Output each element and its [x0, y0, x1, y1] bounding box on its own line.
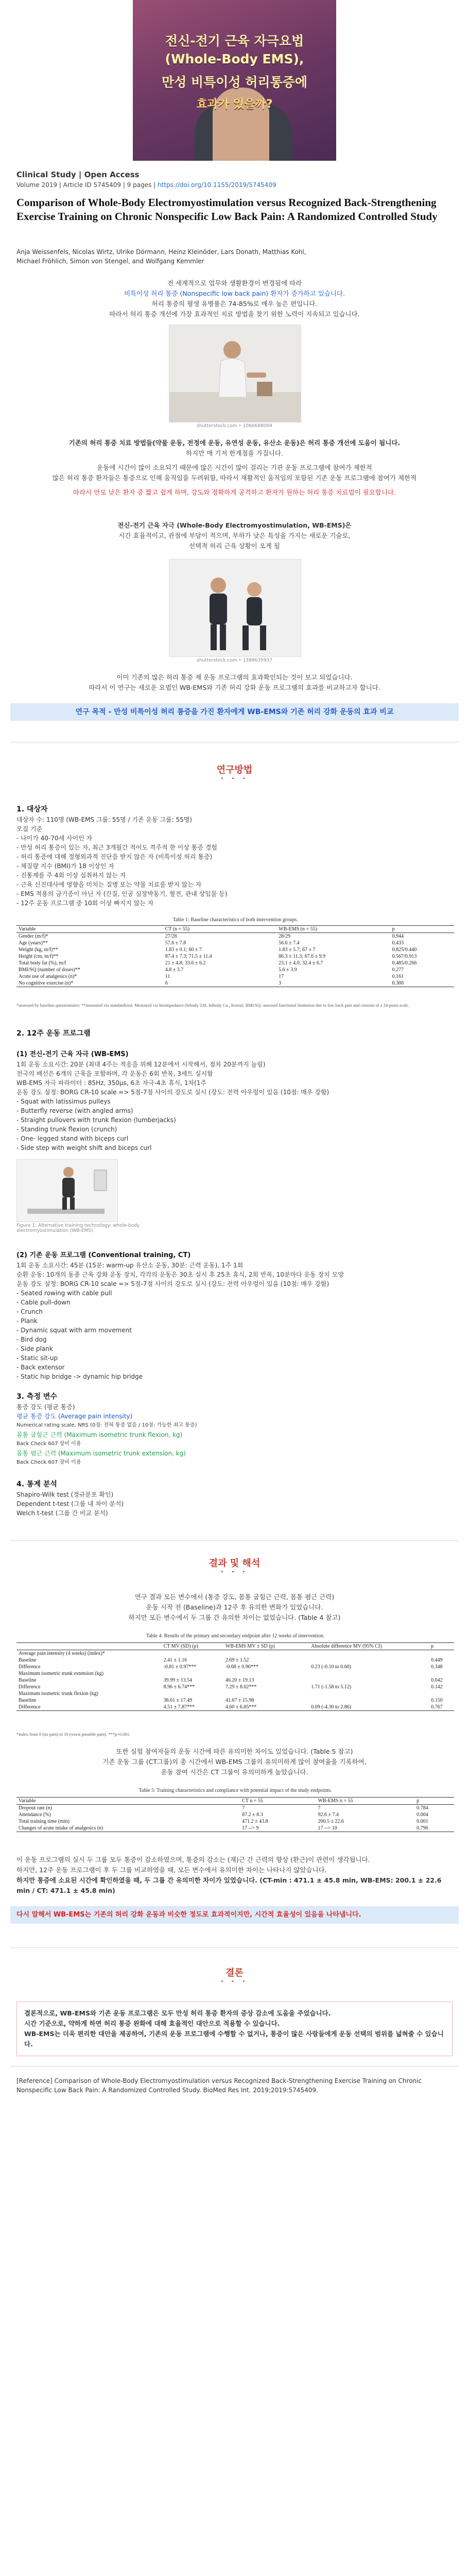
results-title: 결과 및 해석	[209, 1558, 260, 1569]
list-item: - Plank	[16, 1317, 38, 1325]
table-cell: 8.96 ± 6.74***	[163, 1684, 195, 1690]
s1-item: - 만성 허리 통증이 있는 자, 최근 3개월간 적어도 격주적 한 이상 통증 경험	[16, 844, 217, 851]
table-header-cell: p	[431, 1643, 434, 1649]
table-cell	[223, 1690, 309, 1697]
table-cell: 0.944	[392, 934, 404, 939]
conclusion-p3: WB-EMS는 더욱 편리한 대안을 제공하여, 기존의 운동 프로그램에 수행할 수 없거나, 통증이 많은 사람들에게 운동 선택의 범위를 넓혀줄 수 있습니다.	[24, 2030, 444, 2048]
paper-title: Comparison of Whole-Body Electromyostimulation versus Recognized Back-Strengthening Exercise Training on Chronic Nonspecific Low Back Pain: A Randomized Controlled Study	[16, 196, 438, 223]
table-cell: Maximum isometric trunk extension (kg)	[19, 1671, 103, 1676]
table-row	[16, 967, 454, 973]
table-cell: 56.6 ± 7.4	[279, 940, 300, 946]
table-cell: 7	[318, 1805, 321, 1811]
table-cell: Difference	[19, 1664, 41, 1670]
table-cell: Baseline	[19, 1698, 37, 1703]
table-header-cell	[16, 1643, 162, 1650]
table4-note: *index from 0 (no pain) to 10 (worst possible pain). ***p<0.001.	[16, 1732, 131, 1737]
table-cell: Total body fat (%), m/f	[19, 960, 66, 966]
table-cell: 2.41 ± 1.16	[163, 1657, 187, 1663]
intro-p12: 선택적 허리 근육 상황이 오게 될	[189, 542, 280, 550]
table-cell: 0.567/0.913	[392, 954, 417, 959]
table-cell: 0.277	[392, 967, 404, 973]
table-cell: 17 --> 9	[242, 1825, 259, 1831]
intro-block-1	[0, 278, 469, 319]
s4-body	[16, 1490, 454, 1518]
table-cell: Attendance (%)	[19, 1812, 51, 1818]
table-row	[16, 1657, 454, 1664]
table-cell: Weight (kg, m/f)**	[19, 947, 58, 953]
results-p1: 연구 결과 모든 변수에서 (통증 강도, 몸통 굽힘근 근력, 몸통 폄근 근력)	[134, 1593, 335, 1601]
table-row	[16, 946, 454, 953]
table-cell: 6	[165, 980, 168, 986]
table-header-cell: CT (n = 55)	[165, 926, 190, 932]
hero-line-1: 전신-전기 근육 자극요법	[165, 33, 304, 48]
conclusion-dots: • • •	[220, 1979, 249, 1985]
table-cell: Average pain intensity (4 weeks) (index)*	[19, 1651, 105, 1656]
photo1-caption: shutterstock.com • 1066688069	[197, 423, 272, 429]
table-cell: 4.60 ± 6.85***	[225, 1704, 257, 1710]
intro-p7: 운동에 시간이 많이 소요되기 때문에 많은 시간이 많이 걸리는 기관 운동 프로그램에 참여가 제한적	[97, 464, 372, 471]
table-cell: 0.449	[431, 1657, 443, 1663]
results-p8: 하지만, 12주 운동 프로그램이 후 두 그룹 비교하였을 때, 모든 변수에서 유의미한 차이는 나타나지 않았습니다.	[16, 1866, 327, 1874]
table-row	[16, 940, 454, 946]
table-header-cell: p	[392, 926, 395, 932]
table-row	[16, 980, 454, 987]
s1-item: - 나이가 40-70세 사이인 자	[16, 835, 93, 842]
list-item: - Seated rowing with cable pull	[16, 1290, 112, 1297]
table-cell	[309, 1697, 429, 1704]
s3-line: 몸통 폄근 근력 (Maximum isometric trunk extension, kg)	[16, 1450, 186, 1457]
list-item: - Back extensor	[16, 1364, 65, 1371]
s3-line: 평균 통증 강도 (Average pain intensity)	[16, 1413, 133, 1420]
back-pain-photo-icon	[169, 325, 301, 422]
intro-p9: 따라서 안모 낮은 환자 중 짧고 쉽게 하며, 강도와 정확하게 공격하고 환자가 원하는 허리 통증 치료법이 필요합니다.	[73, 488, 396, 496]
table-cell: 17	[279, 974, 284, 979]
table-header-cell: CT MV (SD) (p)	[163, 1643, 198, 1649]
table-cell: Maximum isometric trunk flexion (kg)	[19, 1691, 98, 1697]
table-cell: No cognitive exercise (n)*	[19, 980, 74, 986]
hero-banner	[133, 0, 336, 161]
intro-p4: 따라서 허리 통증 개선에 가장 효과적인 치료 방법을 찾기 위한 노력이 지속되고 있습니다.	[109, 310, 360, 318]
table-row	[16, 1650, 454, 1657]
table-row	[16, 1697, 454, 1704]
table-cell	[429, 1670, 454, 1677]
table-cell: 87.4 ± 7.3; 71.5 ± 11.4	[165, 954, 212, 959]
hero-line-2: (Whole-Body EMS),	[165, 52, 304, 66]
table-header-cell: p	[416, 1798, 420, 1804]
table-header-cell: WB-EMS n = 55	[318, 1798, 353, 1804]
table-cell	[309, 1670, 429, 1677]
s3-line: 몸통 굽힘근 근력 (Maximum isometric trunk flexion, kg)	[16, 1431, 183, 1438]
s3-line: Back Check 607 장비 이용	[16, 1441, 81, 1447]
s3-title: 3. 측정 변수	[16, 1393, 57, 1401]
methods-title: 연구방법	[216, 765, 253, 775]
s2b-title: (2) 기존 운동 프로그램 (Conventional training, CT)	[16, 1251, 191, 1259]
table-cell: 4.8 ± 3.7	[165, 967, 184, 973]
table-cell: 0.796	[416, 1825, 428, 1831]
list-item: - Squat with latissimus pulleys	[16, 1098, 111, 1105]
hero-line-3: 만성 비특이성 허리통증에	[161, 75, 308, 90]
conclusion-box	[16, 2002, 453, 2056]
table4	[16, 1642, 454, 1711]
table-row	[16, 953, 454, 960]
table5-caption: Table 5: Training characteristics and compliance with potential impact of the study endpoints.	[138, 1788, 332, 1793]
table-cell: 28/29	[279, 934, 290, 939]
table-cell: 0.767	[431, 1704, 443, 1710]
table-cell	[309, 1690, 429, 1697]
back-pain-photo	[169, 325, 301, 422]
s1-item: - EMS 적용의 금기증이 아닌 자 (간질, 인공 심장박동기, 혈전, 관내 상입물 등)	[16, 890, 228, 897]
table-cell: 11	[165, 974, 170, 979]
table-cell: -0.68 ± 0.96***	[225, 1664, 258, 1670]
intro-p11: 시간 효율적이고, 관절에 부담이 적으며, 부하가 낮은 특성을 가지는 새로운 기술로,	[118, 532, 351, 539]
table-cell: 0.825/0.440	[392, 947, 417, 953]
s3-line: 통증 강도 (평균 통증)	[16, 1403, 75, 1411]
intro-p5: 기존의 허리 통증 치료 방법들(약물 운동, 전정에 운동, 유연성 운동, 유산소 운동)은 허리 통증 개선에 도움이 됩니다.	[68, 439, 401, 447]
s2-title: 2. 12주 운동 프로그램	[16, 1029, 91, 1038]
table1-note: *assessed by baseline questionnaire; **measured via standardized. Measured via bioimpedance (Inbody 230, InBody Co., Korea). BMI/SQ: assessed functional limitation due to low back pain and consists of a 24-point scale.	[16, 1003, 409, 1008]
s1-line-2: 모집 기준	[16, 825, 43, 833]
ems-training-photo-icon	[169, 560, 301, 656]
table-cell: 86.3 ± 11.3; 67.6 ± 9.9	[279, 954, 326, 959]
s4-title: 4. 통계 분석	[16, 1480, 57, 1488]
intro-p2: 비특이성 허리 통증 (Nonspecific low back pain) 환자가 증가하고 있습니다.	[124, 290, 345, 297]
table-cell: 3	[279, 980, 282, 986]
table-cell: 0.09 (-4.30 to 2.86)	[311, 1704, 352, 1710]
table-cell	[429, 1690, 454, 1697]
list-item: - Side plank	[16, 1345, 53, 1352]
table-cell: 5.6 ± 3.9	[279, 967, 297, 973]
article-meta	[16, 181, 276, 189]
table-row	[16, 1825, 454, 1832]
table-cell: Dropout rate (n)	[19, 1805, 52, 1811]
table-header-cell: Variable	[19, 926, 36, 932]
wb-ems-figure	[16, 1159, 118, 1222]
table-cell	[162, 1650, 223, 1657]
table-cell: 1.71 (-1.58 to 5.12)	[311, 1684, 352, 1690]
intro-p14: 따라서 이 연구는 새로운 요법인 WB-EMS와 기존 허리 강화 운동 프로그램의 효과를 비교하고자 합니다.	[89, 684, 380, 691]
meta-prefix: Volume 2019 | Article ID 5745409 | 9 pages |	[16, 181, 156, 189]
intro-p10: 전신-전기 근육 자극 (Whole-Body Electromyostimulation, WB-EMS)은	[117, 521, 352, 529]
list-item: 1회 운동 소요시간: 45분 (15분: warm-up 유산소 운동, 30분: 근력 운동), 1주 1회	[16, 1262, 244, 1269]
table-cell: Changes of acute intake of analgesics (n)	[19, 1825, 103, 1831]
s1-title: 1. 대상자	[16, 805, 48, 814]
table-header-cell: CT n = 55	[242, 1798, 263, 1804]
intro-block-4	[0, 672, 469, 693]
table-cell: 0.004	[416, 1812, 428, 1818]
table-header-cell: Absolute difference MV (95% CI)	[311, 1643, 382, 1649]
intro-block-2	[10, 438, 459, 498]
table5	[16, 1797, 454, 1832]
table-cell: 0.150	[431, 1698, 443, 1703]
journal-tag: Clinical Study | Open Access	[16, 170, 140, 179]
table-cell: Height (cm, m/f)**	[19, 954, 59, 959]
table-cell: 17 --> 10	[318, 1825, 337, 1831]
s4-line: Shapiro-Wilk test (정규분포 확인)	[16, 1491, 114, 1498]
s2a-title: (1) 전신-전기 근육 자극 (WB-EMS)	[16, 1050, 129, 1058]
table-row	[16, 1818, 454, 1825]
list-item: - Standing trunk flexion (crunch)	[16, 1126, 117, 1133]
authors-line-1: Anja Weissenfels, Nicolas Wirtz, Ulrike Dörmann, Heinz Kleinöder, Lars Donath, Matthias Kohl,	[16, 248, 306, 256]
results-p7: 이 운동 프로그램의 실시 두 그룹 모두 통증이 감소하였으며, 통증의 감소는 (재)근 간 근력의 향상 (환근)이 관련이 생각됩니다.	[16, 1856, 370, 1863]
table-cell: 0.784	[416, 1805, 428, 1811]
hero-line-4: 효과가 있을까?	[196, 98, 273, 111]
table-cell: -0.81 ± 0.97***	[163, 1664, 197, 1670]
table-row	[16, 1704, 454, 1711]
intro-p6: 하지만 매 기저 한계점을 가집니다.	[186, 449, 283, 457]
table1	[16, 925, 454, 987]
results-p4: 또한 실험 참여자들의 운동 시간에 따른 유의미한 차이도 있었습니다. (Table 5 참고)	[116, 1748, 353, 1755]
table-row	[16, 960, 454, 967]
wb-ems-figure-icon	[17, 1160, 117, 1222]
table-cell: 7	[242, 1805, 245, 1811]
methods-dots: • • •	[220, 776, 249, 782]
table-cell	[429, 1650, 454, 1657]
divider	[10, 1540, 459, 1541]
list-item: - Dynamic squat with arm movement	[16, 1327, 132, 1334]
list-item: - Crunch	[16, 1308, 43, 1315]
results-p3: 하지만 모든 변수에서 두 그룹 간 유의한 차이는 없었습니다. (Table 4 참고)	[128, 1614, 341, 1621]
table-header-row	[16, 1798, 454, 1805]
table-cell: 21 ± 4.8; 33.6 ± 6.2	[165, 960, 206, 966]
results-band: 다시 말해서 WB-EMS는 기존의 허리 강화 운동과 비슷한 정도로 효과적이지만, 시간적 효율성이 있음을 나타냅니다.	[10, 1906, 459, 1924]
table-cell: 92.6 ± 7.4	[318, 1812, 339, 1818]
table4-caption: Table 4: Results of the primary and secondary endpoint after 12 weeks of intervention.	[146, 1633, 325, 1639]
results-dots: • • •	[220, 1569, 249, 1575]
table-cell: 0.300	[392, 980, 404, 986]
list-item: 순환 운동: 10개의 동종 근육 강화 운동 장치, 각각의 운동은 30초 실시 후 25초 휴식, 2회 반복, 10분마다 운동 장치 모양	[16, 1271, 344, 1278]
table-cell: 27/28	[165, 934, 177, 939]
table-cell: 200.5 ± 22.6	[318, 1819, 344, 1824]
intro-p1: 전 세계적으로 업무와 생활환경이 변경됨에 따라	[167, 279, 302, 287]
table-cell	[162, 1690, 223, 1697]
table-cell: 0.485/0.266	[392, 960, 417, 966]
table-cell: 0.348	[431, 1664, 443, 1670]
list-item: - Bird dog	[16, 1336, 47, 1343]
list-item: - Static hip bridge -> dynamic hip bridge	[16, 1373, 143, 1380]
table-cell: 0.433	[392, 940, 404, 946]
table-cell: 46.20 ± 19.13	[225, 1677, 254, 1683]
list-item: - One- legged stand with biceps curl	[16, 1135, 129, 1142]
table-row	[16, 1670, 454, 1677]
s1-item: - 진통제를 주 4회 이상 섭취하지 않는 자	[16, 872, 126, 879]
table-cell: Total training time (min)	[19, 1819, 70, 1824]
results-p6: 운동 참여 시간은 CT 그룹이 유의미하게 높았습니다.	[161, 1768, 308, 1776]
authors-line-2: Michael Fröhlich, Simon von Stengel, and Wolfgang Kemmler	[16, 258, 204, 265]
table-cell: 87.2 ± 8.3	[242, 1812, 263, 1818]
s1-item: - 허리 통증에 대해 정형외과적 진단을 받지 않은 자 (비특이성 허리 통증)	[16, 853, 213, 860]
table-row	[16, 1811, 454, 1818]
s1-item: - 12주 운동 프로그램 중 10회 이상 빠지지 않는 자	[16, 900, 154, 907]
table-row	[16, 1690, 454, 1697]
table-header-row	[16, 926, 454, 933]
s1-line-1: 대상자 수: 110명 (WB-EMS 그룹: 55명 / 기존 운동 그룹: 55명)	[16, 816, 192, 823]
list-item: - Straight pullovers with trunk flexion (lumberjacks)	[16, 1116, 176, 1124]
table-cell: BMI/SQ (number of doses)**	[19, 967, 80, 973]
ems-training-photo	[169, 559, 301, 657]
s3-line: Numerical rating scale, NRS (0점: 전혀 통증 없음 / 10점: 가능한 최고 통증)	[16, 1422, 197, 1428]
list-item: - Side step with weight shift and biceps curl	[16, 1144, 152, 1151]
results-block-2	[0, 1747, 469, 1777]
table-cell: 41.67 ± 15.98	[225, 1698, 254, 1703]
list-item: WB-EMS 자극 파라미터 : 85Hz, 350μs, 6초 자극-4초 휴식, 1차(1주	[16, 1079, 207, 1087]
table-cell: 7.29 ± 8.02***	[225, 1684, 257, 1690]
list-item: 전극의 배선은 6개의 근육을 포함하며, 각 운동은 6회 반복, 3세트 실시함	[16, 1070, 213, 1077]
table-row	[16, 1664, 454, 1670]
divider	[10, 1947, 459, 1948]
table-header-cell: WB-EMS MV ± SD (p)	[225, 1643, 275, 1649]
table-header-cell: WB-EMS (n = 55)	[279, 926, 317, 932]
list-item: - Butterfly reverse (with angled arms)	[16, 1107, 133, 1114]
results-p5: 기존 운동 그룹 (CT그룹)의 총 시간에서 WB-EMS 그룹의 유의미하게 많이 참여율을 기록하여,	[102, 1758, 367, 1766]
table-cell: Baseline	[19, 1677, 37, 1683]
table-row	[16, 1684, 454, 1690]
table-header-cell: Variable	[19, 1798, 36, 1804]
s1-item: - 체질량 지수 (BMI)가 18 이상인 자	[16, 862, 114, 870]
intro-p3: 허리 통증의 평생 유병률은 74-85%로 매우 높은 편입니다.	[151, 300, 318, 308]
intro-p13: 이미 기존의 많은 허리 통증 제 운동 프로그램의 효과확인되는 것이 보고 되었습니다.	[116, 673, 353, 681]
table-cell: Difference	[19, 1684, 41, 1690]
table-cell	[309, 1657, 429, 1664]
table-cell: 23.1 ± 4.0; 32.4 ± 6.7	[279, 960, 323, 966]
table-cell	[223, 1670, 309, 1677]
results-p9: 하지만 통증에 소요된 시간에 확인하였을 때, 두 그룹 간 유의미한 차이가 있었습니다. (CT-min : 471.1 ± 45.8 min, WB-EMS: 200.1 ± 22.6 min / CT: 471.1 ± 45.8 min)	[16, 1876, 442, 1894]
table-cell	[309, 1677, 429, 1684]
list-item: 1회 운동 소요시간: 20분 (최대 4주는 적응을 위해 12분에서 시작해서, 점차 20분까지 늘림)	[16, 1061, 266, 1068]
table-cell	[309, 1650, 429, 1657]
s3-line: Back Check 607 장비 이용	[16, 1460, 81, 1465]
results-block-3	[16, 1855, 454, 1896]
intro-p8: 많은 허리 통증 환자들은 통증으로 인해 움직임을 두려워함, 따라서 재활적인 움직임의 포함된 기존 운동 프로그램에 참여가 제한적	[52, 474, 417, 482]
s2b-body	[16, 1261, 454, 1381]
table-cell: Age (years)**	[19, 940, 48, 946]
table-cell: 0.23 (-0.10 to 0.60)	[311, 1664, 352, 1670]
table-cell: Baseline	[19, 1657, 37, 1663]
table-cell: 0.161	[392, 974, 404, 979]
table-cell: 39.99 ± 13.54	[163, 1677, 193, 1683]
table-cell: 1.83 ± 0.1; 60 ± 7	[165, 947, 202, 953]
table-row	[16, 1805, 454, 1812]
table-cell: 2.69 ± 1.52	[225, 1657, 249, 1663]
table-cell: 38.61 ± 17.49	[163, 1698, 193, 1703]
table-cell: 4.51 ± 7.87***	[163, 1704, 195, 1710]
table-cell: 0.142	[431, 1684, 443, 1690]
table-cell	[223, 1650, 309, 1657]
table1-caption: Table 1: Baseline characteristics of both intervention groups.	[172, 917, 298, 923]
s1-item: - 근육 신진대사에 영향을 미치는 질병 또는 약물 치료를 받지 않는 자	[16, 881, 202, 888]
s2a-body	[16, 1060, 454, 1153]
doi-link[interactable]: https://doi.org/10.1155/2019/5745409	[158, 181, 276, 189]
table-row	[16, 1677, 454, 1684]
list-item: - Cable pull-down	[16, 1299, 71, 1306]
intro-block-3	[0, 520, 469, 551]
table-header-row	[16, 1643, 454, 1650]
results-block-1	[0, 1592, 469, 1623]
table-cell	[162, 1670, 223, 1677]
table-cell: Difference	[19, 1704, 41, 1710]
table-row	[16, 973, 454, 980]
s3-body	[16, 1402, 454, 1467]
s1-body	[16, 815, 454, 908]
table-cell: 0.001	[416, 1819, 428, 1824]
purpose-band: 연구 목적 - 만성 비특이성 허리 통증을 가진 환자에게 WB-EMS와 기존 허리 강화 운동의 효과 비교	[10, 703, 459, 721]
photo2-caption: shutterstock.com • 1388635937	[197, 658, 272, 663]
list-item: 운동 강도 설정: BORG CR-10 scale => 5점-7점 사이의 강도로 실시 (강도: 전력 아우렁이 있음 (10점: 매우 강함)	[16, 1280, 329, 1287]
conclusion-title: 결론	[225, 1968, 244, 1978]
table-cell: 0.042	[431, 1677, 443, 1683]
conclusion-p2: 시간 기준으로, 약하게 하면 허리 통증 완화에 대해 효율적인 대안으로 적용할 수 있습니다.	[24, 2020, 280, 2027]
authors	[16, 247, 454, 266]
table-cell: Gender (m/f)*	[19, 934, 48, 939]
reference: [Reference] Comparison of Whole-Body Electromyostimulation versus Recognized Back-Strengthening Exercise Training on Chronic Nonspecific Low Back Pain: A Randomized Controlled Study. BioMed Res Int. 2019;2019:5745409.	[16, 2077, 422, 2094]
s4-line: Welch t-test (그룹 간 비교 분석)	[16, 1510, 108, 1517]
list-item: - Static sit-up	[16, 1354, 58, 1362]
list-item: 운동 강도 설정: BORG CR-10 scale => 5점-7점 사이의 강도로 실시 (강도: 전력 아우렁이 있음 (10점: 매우 강함)	[16, 1089, 329, 1096]
conclusion-p1: 결론적으로, WB-EMS와 기존 운동 프로그램은 모두 만성 허리 통증 환자의 증상 감소에 도움을 주었습니다.	[24, 2009, 331, 2017]
table-cell: 471.2 ± 43.8	[242, 1819, 268, 1824]
table-row	[16, 933, 454, 940]
table-cell: Acute use of analgesics (n)*	[19, 974, 77, 979]
table-cell: 57.6 ± 7.8	[165, 940, 186, 946]
figure1-caption: Figure 1: Alternative training technology: whole-body electromyostimulation (WB-EMS).	[16, 1223, 140, 1233]
table-cell: 1.83 ± 5.7; 67 ± 7	[279, 947, 316, 953]
results-p2: 운동 시작 전 (Baseline)과 12주 후 유의한 변화가 있었습니다.	[146, 1603, 323, 1611]
s4-line: Dependent t-test (그룹 내 차이 분석)	[16, 1500, 124, 1507]
